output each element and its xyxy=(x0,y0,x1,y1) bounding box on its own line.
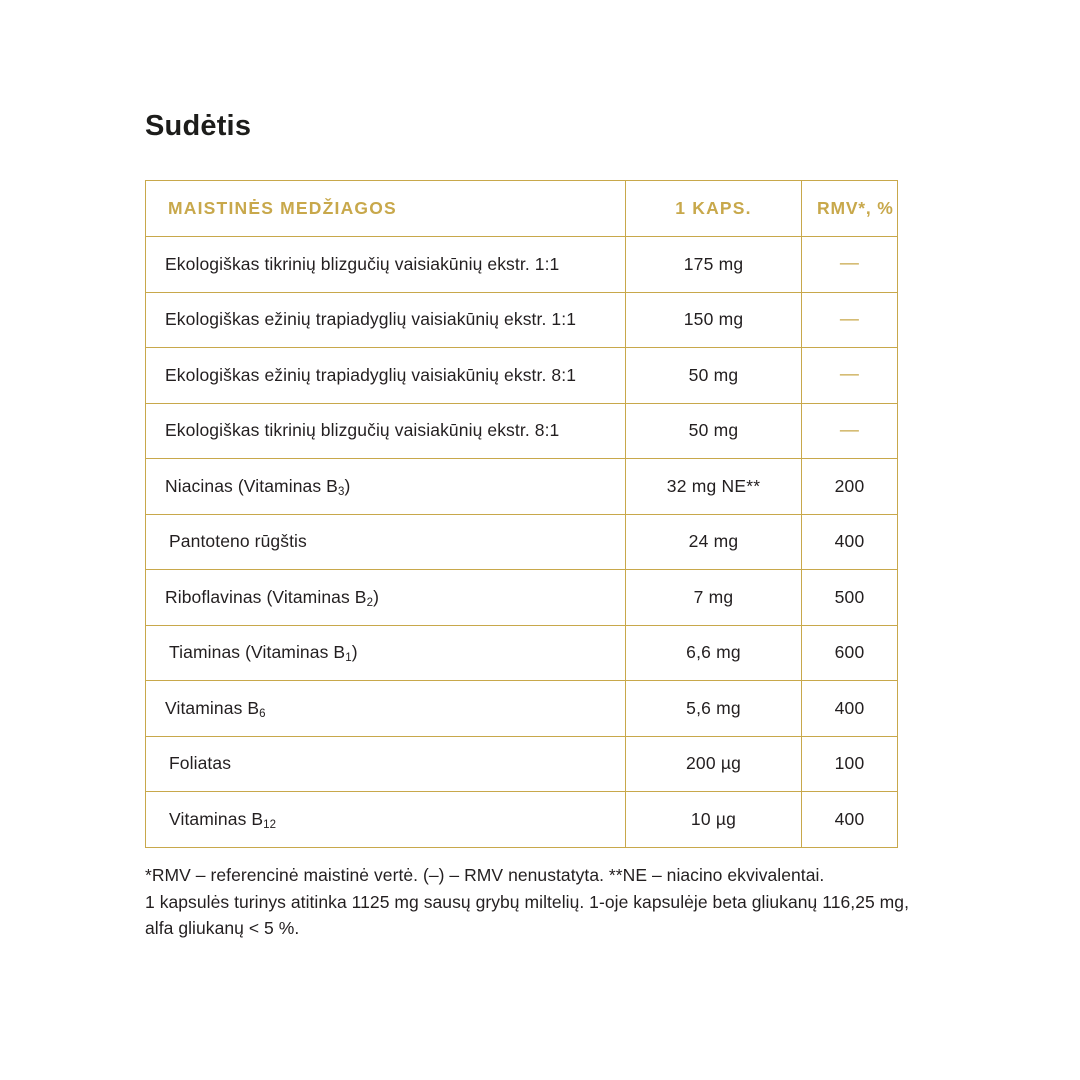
nutrient-rmv: — xyxy=(802,292,898,348)
nutrient-name: Ekologiškas tikrinių blizgučių vaisiakūnių ekstr. 8:1 xyxy=(146,403,626,459)
nutrient-rmv: 600 xyxy=(802,625,898,681)
nutrient-dose: 150 mg xyxy=(626,292,802,348)
nutrient-name: Ekologiškas ežinių trapiadyglių vaisiakūnių ekstr. 1:1 xyxy=(146,292,626,348)
nutrient-rmv: — xyxy=(802,348,898,404)
nutrition-table-container xyxy=(145,180,897,848)
nutrient-rmv: 500 xyxy=(802,570,898,626)
table-row xyxy=(146,403,898,459)
nutrient-dose: 6,6 mg xyxy=(626,625,802,681)
nutrient-dose: 175 mg xyxy=(626,237,802,293)
nutrition-table xyxy=(145,180,898,848)
column-header-dose: 1 KAPS. xyxy=(626,181,802,237)
table-row xyxy=(146,459,898,515)
table-row xyxy=(146,514,898,570)
table-body xyxy=(146,237,898,848)
column-header-nutrients: MAISTINĖS MEDŽIAGOS xyxy=(146,181,626,237)
nutrient-dose: 50 mg xyxy=(626,348,802,404)
footnote-line-3: alfa gliukanų < 5 %. xyxy=(145,918,300,939)
nutrient-name: Ekologiškas ežinių trapiadyglių vaisiakūnių ekstr. 8:1 xyxy=(146,348,626,404)
table-row xyxy=(146,681,898,737)
footnote-line-1: *RMV – referencinė maistinė vertė. (–) – RMV nenustatyta. **NE – niacino ekvivalentai. xyxy=(145,865,825,885)
table-row xyxy=(146,570,898,626)
page-title: Sudėtis xyxy=(145,110,252,142)
nutrient-rmv: 400 xyxy=(802,681,898,737)
nutrient-rmv: — xyxy=(802,237,898,293)
table-row xyxy=(146,792,898,848)
nutrient-name: Tiaminas (Vitaminas $B_1$) xyxy=(146,625,626,681)
nutrient-dose: 32 mg NE** xyxy=(626,459,802,515)
nutrient-name: Pantoteno rūgštis xyxy=(146,514,626,570)
table-row xyxy=(146,736,898,792)
nutrient-name: Niacinas (Vitaminas $B_3$) xyxy=(146,459,626,515)
nutrient-dose: 5,6 mg xyxy=(626,681,802,737)
nutrient-name: Foliatas xyxy=(146,736,626,792)
nutrient-name: Ekologiškas tikrinių blizgučių vaisiakūnių ekstr. 1:1 xyxy=(146,237,626,293)
nutrient-dose: 10 µg xyxy=(626,792,802,848)
table-row xyxy=(146,625,898,681)
nutrient-name: Riboflavinas (Vitaminas $B_2$) xyxy=(146,570,626,626)
nutrient-name: Vitaminas $B_{12}$ xyxy=(146,792,626,848)
table-row xyxy=(146,348,898,404)
nutrient-rmv: 400 xyxy=(802,792,898,848)
table-row xyxy=(146,237,898,293)
table-header-row xyxy=(146,181,898,237)
nutrient-rmv: 200 xyxy=(802,459,898,515)
nutrient-rmv: — xyxy=(802,403,898,459)
table-row xyxy=(146,292,898,348)
nutrient-rmv: 100 xyxy=(802,736,898,792)
footnote-line-2: 1 kapsulės turinys atitinka 1125 mg sausų grybų miltelių. 1-oje kapsulėje beta gliukanų 116,25 mg, xyxy=(145,891,909,912)
nutrient-name: Vitaminas $B_6$ xyxy=(146,681,626,737)
table-header xyxy=(146,181,898,237)
nutrient-dose: 24 mg xyxy=(626,514,802,570)
nutrient-dose: 200 µg xyxy=(626,736,802,792)
column-header-rmv: RMV*, % xyxy=(802,181,898,237)
nutrient-dose: 50 mg xyxy=(626,403,802,459)
nutrient-dose: 7 mg xyxy=(626,570,802,626)
nutrient-rmv: 400 xyxy=(802,514,898,570)
footnotes xyxy=(145,862,935,942)
